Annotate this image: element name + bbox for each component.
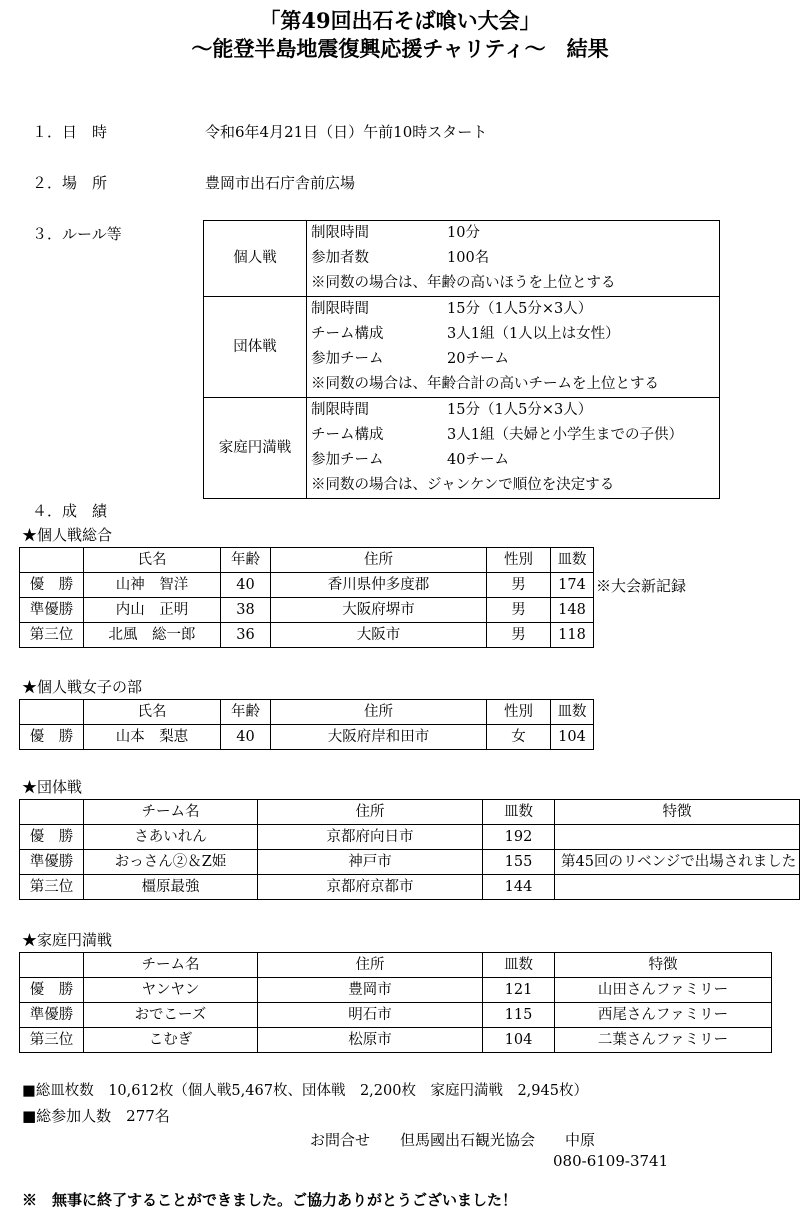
table-cell: 第三位 <box>20 1028 84 1053</box>
column-header: 氏名 <box>84 700 221 725</box>
column-header: 特徴 <box>555 953 772 978</box>
rules-key: 制限時間 <box>311 225 369 241</box>
place-value: 豊岡市出石庁舎前広場 <box>205 174 356 192</box>
closing-message: ※ 無事に終了することができました。ご協力ありがとうございました！ <box>22 1191 518 1209</box>
rules-detail <box>307 372 720 398</box>
table-cell: 明石市 <box>258 1003 483 1028</box>
table-cell: 山田さんファミリー <box>555 978 772 1003</box>
table-cell: ヤンヤン <box>84 978 258 1003</box>
table-cell: 174 <box>551 573 594 598</box>
table-row <box>20 725 594 750</box>
rules-detail <box>307 297 720 323</box>
table-cell: 内山 正明 <box>84 598 221 623</box>
table-cell: 北風 総一郎 <box>84 623 221 648</box>
table-cell <box>555 875 800 900</box>
family-table <box>19 952 772 1053</box>
table-cell: 二葉さんファミリー <box>555 1028 772 1053</box>
column-header: チーム名 <box>84 800 258 825</box>
table-cell: 優 勝 <box>20 573 84 598</box>
column-header: 特徴 <box>555 800 800 825</box>
rules-key: 参加チーム <box>311 452 384 468</box>
table-cell: 男 <box>487 623 551 648</box>
table-header-row <box>20 800 800 825</box>
column-header: 住所 <box>258 800 483 825</box>
title-line-1: 「第49回出石そば喰い大会」 <box>259 8 541 33</box>
rules-value: 40チーム <box>447 452 509 468</box>
table-cell: 144 <box>483 875 555 900</box>
column-header <box>20 953 84 978</box>
table-cell: おでこーズ <box>84 1003 258 1028</box>
table-row <box>20 850 800 875</box>
table-cell: 大阪府岸和田市 <box>271 725 487 750</box>
individual-heading: ★個人戦総合 <box>22 526 113 544</box>
rules-value: 15分（1人5分×3人） <box>447 402 593 418</box>
table-cell: 40 <box>221 573 271 598</box>
table-cell: 優 勝 <box>20 978 84 1003</box>
table-cell: 優 勝 <box>20 725 84 750</box>
table-cell: 40 <box>221 725 271 750</box>
column-header <box>20 800 84 825</box>
rules-detail <box>307 448 720 473</box>
table-cell: 192 <box>483 825 555 850</box>
column-header: 氏名 <box>84 548 221 573</box>
rules-category: 個人戦 <box>204 221 307 297</box>
column-header: チーム名 <box>84 953 258 978</box>
table-cell: 121 <box>483 978 555 1003</box>
column-header: 皿数 <box>483 953 555 978</box>
column-header: 性別 <box>487 548 551 573</box>
date-value: 令和6年4月21日（日）午前10時スタート <box>205 123 488 141</box>
rules-detail <box>307 423 720 448</box>
column-header <box>20 700 84 725</box>
team-heading: ★団体戦 <box>22 778 83 796</box>
column-header: 皿数 <box>551 548 594 573</box>
table-cell: 118 <box>551 623 594 648</box>
table-cell: 第45回のリベンジで出場されました <box>555 850 800 875</box>
rules-value: 3人1組（夫婦と小学生までの子供） <box>447 427 683 443</box>
table-row <box>20 1028 772 1053</box>
rules-detail <box>307 322 720 347</box>
table-cell: 大阪府堺市 <box>271 598 487 623</box>
table-cell: 大阪市 <box>271 623 487 648</box>
column-header: 住所 <box>271 548 487 573</box>
rules-value: 3人1組（1人以上は女性） <box>447 326 620 342</box>
table-cell: こむぎ <box>84 1028 258 1053</box>
table-cell: 準優勝 <box>20 850 84 875</box>
table-cell: 115 <box>483 1003 555 1028</box>
rules-row <box>204 398 720 424</box>
rules-label: ３．ルール等 <box>32 225 122 243</box>
rules-table <box>203 220 720 499</box>
rules-value: ※同数の場合は、年齢合計の高いチームを上位とする <box>311 376 659 392</box>
column-header: 住所 <box>258 953 483 978</box>
column-header: 性別 <box>487 700 551 725</box>
column-header: 年齢 <box>221 700 271 725</box>
table-cell: さあいれん <box>84 825 258 850</box>
table-header-row <box>20 700 594 725</box>
table-row <box>20 573 594 598</box>
table-cell: 104 <box>483 1028 555 1053</box>
table-cell: 橿原最強 <box>84 875 258 900</box>
table-cell: 148 <box>551 598 594 623</box>
women-heading: ★個人戦女子の部 <box>22 678 143 696</box>
table-cell: 38 <box>221 598 271 623</box>
women-table <box>19 699 594 750</box>
table-cell: 準優勝 <box>20 1003 84 1028</box>
date-label: １．日 時 <box>32 123 108 141</box>
contact-label: お問合せ 但馬國出石観光協会 中原 <box>310 1131 596 1149</box>
table-cell: 第三位 <box>20 875 84 900</box>
table-cell: 女 <box>487 725 551 750</box>
rules-value: ※同数の場合は、年齢の高いほうを上位とする <box>311 275 616 291</box>
rules-value: 20チーム <box>447 351 509 367</box>
table-cell: 西尾さんファミリー <box>555 1003 772 1028</box>
rules-row <box>204 297 720 323</box>
rules-value: 100名 <box>447 250 490 266</box>
rules-key: チーム構成 <box>311 427 384 443</box>
table-cell: 155 <box>483 850 555 875</box>
table-cell: 松原市 <box>258 1028 483 1053</box>
team-table <box>19 799 800 900</box>
rules-detail <box>307 347 720 372</box>
table-header-row <box>20 953 772 978</box>
table-cell: 男 <box>487 598 551 623</box>
title-line-2: 〜能登半島地震復興応援チャリティ〜 結果 <box>191 36 609 61</box>
table-row <box>20 875 800 900</box>
table-cell: 豊岡市 <box>258 978 483 1003</box>
rules-detail <box>307 473 720 499</box>
table-cell: 36 <box>221 623 271 648</box>
table-header-row <box>20 548 594 573</box>
total-plates: ■総皿枚数 10,612枚（個人戦5,467枚、団体戦 2,200枚 家庭円満戦 2,945枚） <box>22 1083 588 1099</box>
rules-value: ※同数の場合は、ジャンケンで順位を決定する <box>311 477 615 493</box>
rules-key: チーム構成 <box>311 326 384 342</box>
place-label: ２．場 所 <box>32 174 108 192</box>
table-cell: 山本 梨恵 <box>84 725 221 750</box>
rules-detail <box>307 221 720 247</box>
table-cell: 京都府向日市 <box>258 825 483 850</box>
table-cell <box>555 825 800 850</box>
column-header: 皿数 <box>483 800 555 825</box>
individual-table <box>19 547 594 648</box>
table-row <box>20 1003 772 1028</box>
rules-category: 家庭円満戦 <box>204 398 307 499</box>
record-note: ※大会新記録 <box>596 577 687 595</box>
table-row <box>20 623 594 648</box>
rules-detail <box>307 398 720 424</box>
table-cell: 第三位 <box>20 623 84 648</box>
table-cell: 山神 智洋 <box>84 573 221 598</box>
rules-key: 制限時間 <box>311 301 369 317</box>
table-cell: おっさん②＆Z姫 <box>84 850 258 875</box>
table-cell: 優 勝 <box>20 825 84 850</box>
column-header: 住所 <box>271 700 487 725</box>
column-header <box>20 548 84 573</box>
table-row <box>20 598 594 623</box>
table-cell: 男 <box>487 573 551 598</box>
table-cell: 京都府京都市 <box>258 875 483 900</box>
rules-category: 団体戦 <box>204 297 307 398</box>
results-label: ４．成 績 <box>32 502 108 520</box>
table-cell: 香川県仲多度郡 <box>271 573 487 598</box>
table-cell: 神戸市 <box>258 850 483 875</box>
rules-detail <box>307 271 720 297</box>
total-people: ■総参加人数 277名 <box>22 1107 170 1125</box>
column-header: 年齢 <box>221 548 271 573</box>
rules-row <box>204 221 720 247</box>
rules-key: 参加チーム <box>311 351 384 367</box>
table-row <box>20 825 800 850</box>
column-header: 皿数 <box>551 700 594 725</box>
contact-phone: 080-6109-3741 <box>553 1152 669 1170</box>
table-cell: 104 <box>551 725 594 750</box>
family-heading: ★家庭円満戦 <box>22 931 113 949</box>
table-row <box>20 978 772 1003</box>
table-cell: 準優勝 <box>20 598 84 623</box>
rules-value: 15分（1人5分×3人） <box>447 301 593 317</box>
rules-key: 参加者数 <box>311 250 369 266</box>
rules-key: 制限時間 <box>311 402 369 418</box>
rules-value: 10分 <box>447 225 480 241</box>
rules-detail <box>307 246 720 271</box>
